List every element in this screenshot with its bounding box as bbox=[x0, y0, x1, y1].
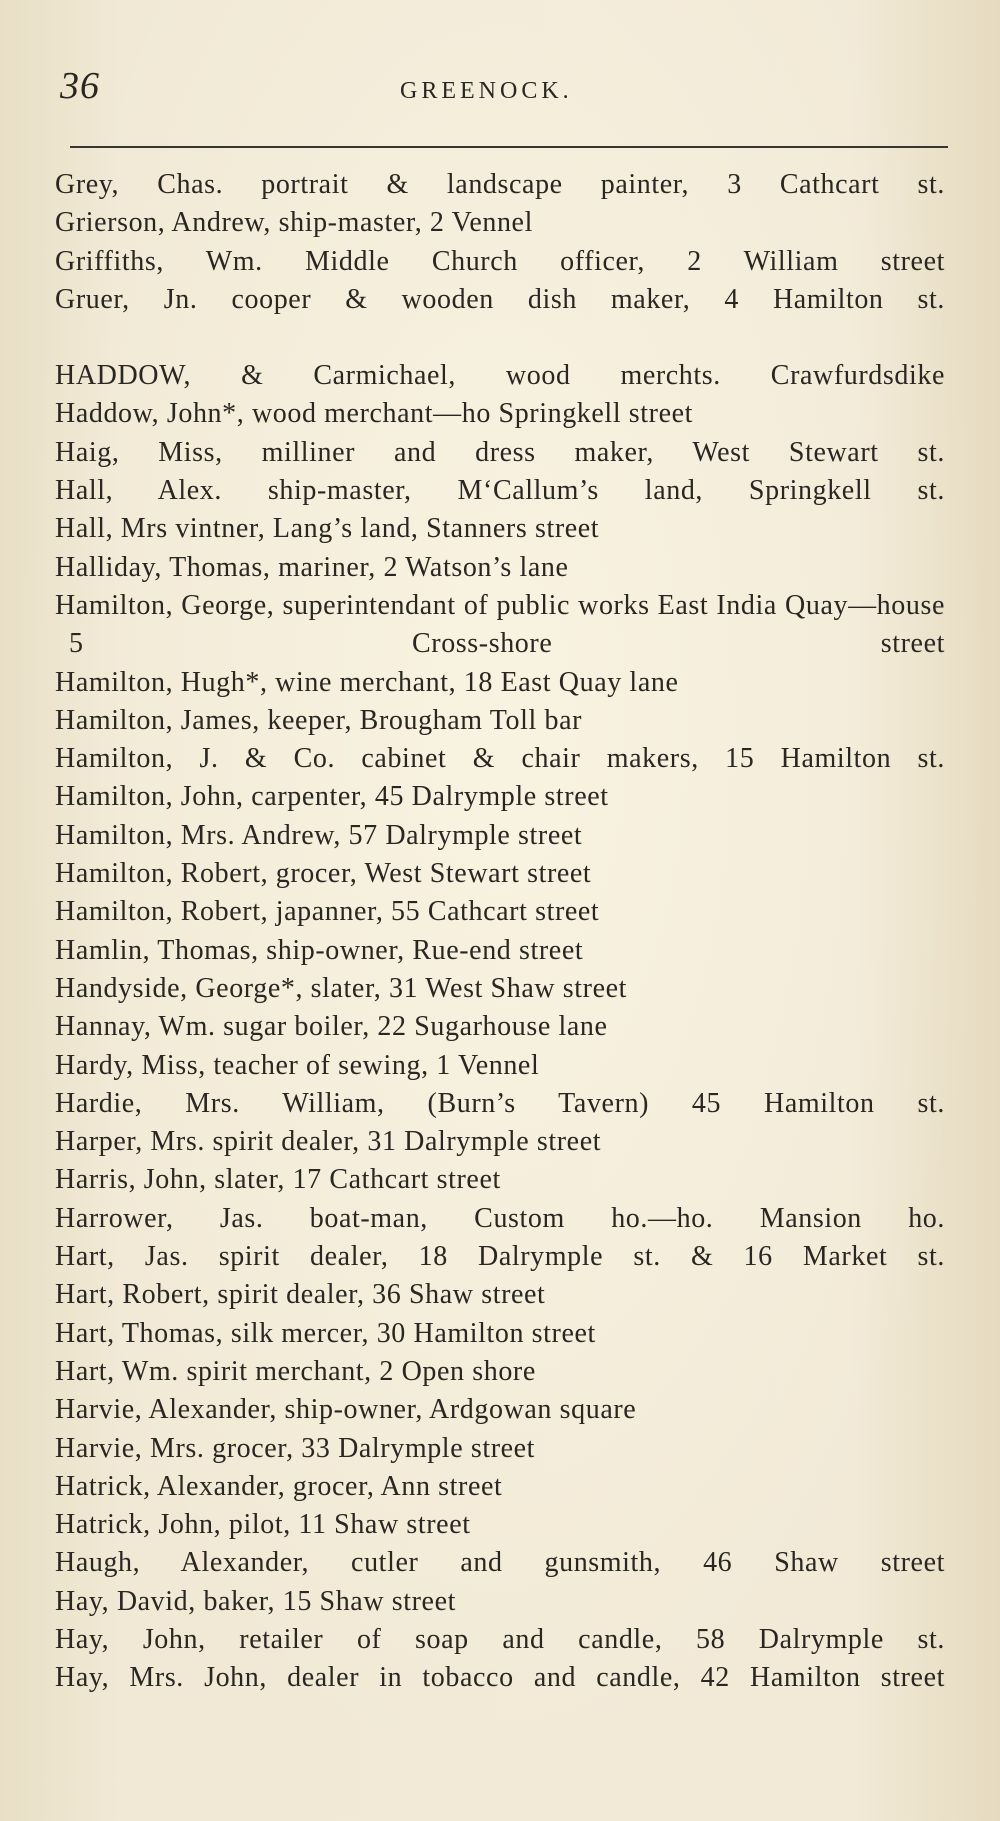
directory-entry: Hamilton, John, carpenter, 45 Dalrymple street bbox=[55, 781, 609, 813]
directory-entry: Hamilton, George, superintendant of public works East India Quay—house 5 Cross-shore street bbox=[55, 589, 945, 660]
directory-entry: Hart, Wm. spirit merchant, 2 Open shore bbox=[55, 1355, 536, 1387]
directory-entry: Grierson, Andrew, ship-master, 2 Vennel bbox=[55, 207, 533, 239]
directory-entry: Hay, Mrs. John, dealer in tobacco and candle, 42 Hamilton street bbox=[55, 1662, 945, 1694]
directory-entry: Harrower, Jas. boat-man, Custom ho.—ho. Mansion ho. bbox=[55, 1202, 945, 1234]
directory-entry: HADDOW, & Carmichael, wood merchts. Crawfurdsdike bbox=[55, 360, 945, 392]
directory-entry: Hamilton, Mrs. Andrew, 57 Dalrymple street bbox=[55, 819, 583, 851]
directory-entry: Hardie, Mrs. William, (Burn’s Tavern) 45 Hamilton st. bbox=[55, 1087, 945, 1119]
running-title: GREENOCK. bbox=[400, 78, 573, 104]
directory-entry: Hay, John, retailer of soap and candle, 58 Dalrymple st. bbox=[55, 1623, 945, 1655]
page-number: 36 bbox=[60, 65, 100, 107]
directory-entry: Hart, Jas. spirit dealer, 18 Dalrymple st. & 16 Market st. bbox=[55, 1241, 945, 1273]
directory-entry: Hamilton, Hugh*, wine merchant, 18 East Quay lane bbox=[55, 666, 679, 698]
directory-entry: Harris, John, slater, 17 Cathcart street bbox=[55, 1164, 501, 1196]
directory-entry: Haugh, Alexander, cutler and gunsmith, 46 Shaw street bbox=[55, 1547, 945, 1579]
directory-entry: Hamilton, James, keeper, Brougham Toll bar bbox=[55, 704, 583, 736]
directory-entry: Hart, Thomas, silk mercer, 30 Hamilton street bbox=[55, 1317, 596, 1349]
directory-entries bbox=[55, 166, 945, 1698]
directory-entry: Hay, David, baker, 15 Shaw street bbox=[55, 1585, 456, 1617]
directory-entry: Handyside, George*, slater, 31 West Shaw street bbox=[55, 972, 627, 1004]
directory-entry: Hatrick, Alexander, grocer, Ann street bbox=[55, 1470, 503, 1502]
directory-entry: Harvie, Alexander, ship-owner, Ardgowan square bbox=[55, 1394, 637, 1426]
directory-entry: Hamilton, Robert, grocer, West Stewart street bbox=[55, 858, 592, 890]
directory-entry: Grey, Chas. portrait & landscape painter, 3 Cathcart st. bbox=[55, 169, 945, 200]
directory-entry: Hall, Alex. ship-master, M‘Callum’s land, Springkell st. bbox=[55, 475, 945, 507]
directory-entry: Haddow, John*, wood merchant—ho Springkell street bbox=[55, 398, 694, 430]
directory-entry: Hatrick, John, pilot, 11 Shaw street bbox=[55, 1509, 471, 1541]
directory-entry: Hall, Mrs vintner, Lang’s land, Stanners street bbox=[55, 513, 600, 545]
directory-entry: Harper, Mrs. spirit dealer, 31 Dalrymple street bbox=[55, 1126, 602, 1158]
directory-entry: Hamilton, Robert, japanner, 55 Cathcart street bbox=[55, 896, 600, 928]
directory-entry: Halliday, Thomas, mariner, 2 Watson’s lane bbox=[55, 551, 569, 583]
directory-entry: Haig, Miss, milliner and dress maker, West Stewart st. bbox=[55, 436, 945, 468]
directory-entry: Hamlin, Thomas, ship-owner, Rue-end street bbox=[55, 934, 584, 966]
directory-entry: Hart, Robert, spirit dealer, 36 Shaw street bbox=[55, 1279, 546, 1311]
directory-entry: Hamilton, J. & Co. cabinet & chair makers, 15 Hamilton st. bbox=[55, 743, 945, 775]
directory-entry: Gruer, Jn. cooper & wooden dish maker, 4 Hamilton st. bbox=[55, 283, 945, 315]
section-gap bbox=[55, 319, 945, 357]
directory-entry: Hardy, Miss, teacher of sewing, 1 Vennel bbox=[55, 1049, 540, 1081]
directory-entry: Hannay, Wm. sugar boiler, 22 Sugarhouse lane bbox=[55, 1011, 608, 1043]
header-rule bbox=[70, 146, 948, 148]
directory-entry: Griffiths, Wm. Middle Church officer, 2 William street bbox=[55, 245, 945, 277]
page-header bbox=[60, 66, 940, 116]
directory-entry: Harvie, Mrs. grocer, 33 Dalrymple street bbox=[55, 1432, 536, 1464]
